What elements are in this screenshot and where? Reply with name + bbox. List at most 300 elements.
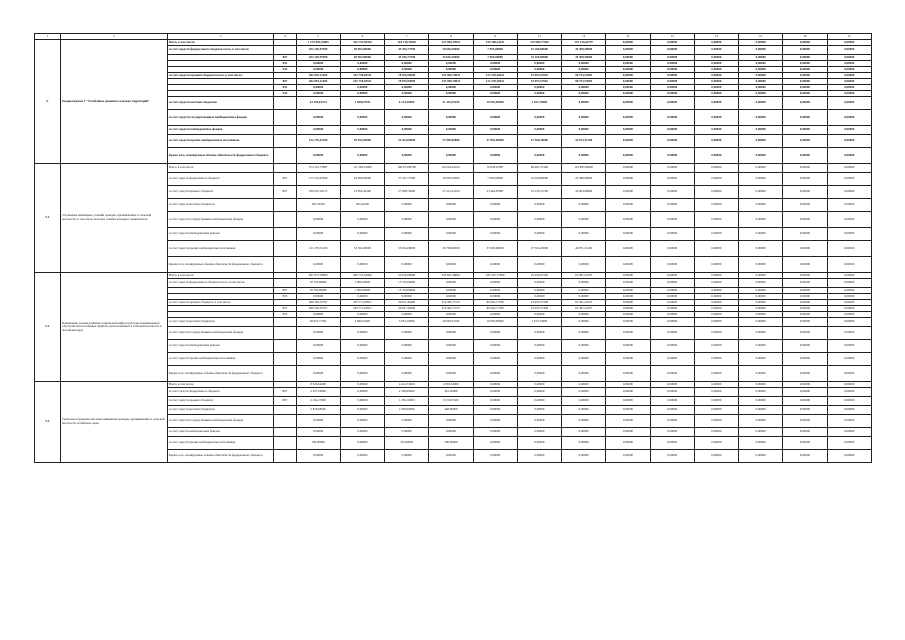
amount-cell: 0,00000: [606, 67, 650, 73]
amount-cell: 5 854,10000: [385, 318, 429, 327]
amount-cell: 0,00000: [827, 382, 871, 388]
amount-cell: 182 165,97900: [296, 55, 340, 61]
column-number: 5: [296, 34, 340, 40]
measure-title: Грантовая поддержка местных инициатив граждан, проживающих в сельской местности Алтайского края: [61, 382, 168, 463]
amount-cell: 0,00000: [517, 428, 561, 437]
amount-cell: 0,00000: [340, 257, 384, 273]
amount-cell: 0,00000: [739, 61, 783, 67]
amount-cell: 842 803,11660: [296, 73, 340, 79]
funding-source: Всего, в том числе:: [167, 273, 274, 279]
amount-cell: 0,00000: [739, 300, 783, 306]
amount-cell: 0,00000: [606, 135, 650, 148]
funding-source: за счет средств государственных внебюджетных фондов: [167, 415, 274, 428]
amount-cell: 448,80000: [429, 406, 473, 415]
amount-cell: 0,00000: [385, 353, 429, 366]
amount-cell: 35 972,31200: [562, 135, 606, 148]
amount-cell: 0,00000: [739, 212, 783, 228]
funding-source: за счет средств федерального бюджета всего, в том числе:: [167, 46, 274, 55]
funding-source: за счет средств местных бюджетов: [167, 406, 274, 415]
amount-cell: 245 831,48801: [429, 273, 473, 279]
amount-cell: 0,00000: [517, 437, 561, 450]
budget-code: [274, 148, 296, 164]
amount-cell: 0,00000: [429, 257, 473, 273]
amount-cell: 0,00000: [650, 450, 694, 463]
amount-cell: 0,00000: [340, 366, 384, 382]
amount-cell: 697 673,79800: [296, 273, 340, 279]
amount-cell: 0,00000: [650, 212, 694, 228]
amount-cell: 0,00000: [562, 294, 606, 300]
budget-code: 807: [274, 288, 296, 294]
amount-cell: 0,00000: [694, 327, 738, 340]
amount-cell: 0,00000: [429, 110, 473, 126]
amount-cell: 0,00000: [827, 91, 871, 97]
amount-cell: 10 693,83600: [473, 97, 517, 110]
amount-cell: 0,00000: [517, 67, 561, 73]
amount-cell: 0,00000: [517, 279, 561, 288]
amount-cell: 0,00000: [562, 199, 606, 212]
amount-cell: 0,00000: [517, 397, 561, 406]
amount-cell: 0,00000: [562, 397, 606, 406]
amount-cell: 0,00000: [739, 186, 783, 199]
measure-title: Подпрограмма 5 "Устойчивое развитие сельских территорий": [61, 40, 168, 164]
amount-cell: 0,00000: [473, 257, 517, 273]
budget-sheet: [34, 33, 872, 463]
amount-cell: 80 664,71796: [473, 306, 517, 312]
amount-cell: 0,00000: [650, 164, 694, 173]
amount-cell: 0,00000: [473, 279, 517, 288]
amount-cell: 0,00000: [517, 85, 561, 91]
amount-cell: 21 316,59169: [429, 97, 473, 110]
amount-cell: 0,00000: [517, 415, 561, 428]
amount-cell: 0,00000: [517, 388, 561, 397]
amount-cell: 203 771,03811: [340, 306, 384, 312]
amount-cell: 0,00000: [783, 382, 827, 388]
amount-cell: 0,00000: [783, 61, 827, 67]
budget-code: [274, 327, 296, 340]
amount-cell: 21 850,44300: [340, 186, 384, 199]
amount-cell: 0,00000: [739, 85, 783, 91]
budget-code: [274, 97, 296, 110]
amount-cell: 0,00000: [473, 340, 517, 353]
amount-cell: 0,00000: [783, 353, 827, 366]
amount-cell: 0,00000: [783, 173, 827, 186]
amount-cell: 0,00000: [562, 450, 606, 463]
amount-cell: 0,00000: [650, 388, 694, 397]
amount-cell: 0,00000: [473, 353, 517, 366]
amount-cell: 20 636,30000: [429, 46, 473, 55]
amount-cell: 63 361,22597: [562, 306, 606, 312]
amount-cell: 35 854,00000: [385, 241, 429, 257]
amount-cell: 640 363,35797: [296, 306, 340, 312]
amount-cell: 0,00000: [827, 294, 871, 300]
amount-cell: 0,00000: [385, 312, 429, 318]
amount-cell: 0,00000: [827, 164, 871, 173]
amount-cell: 180 223,16317: [296, 186, 340, 199]
amount-cell: 0,00000: [783, 241, 827, 257]
amount-cell: 0,00000: [473, 388, 517, 397]
amount-cell: 206 723,16990: [340, 273, 384, 279]
amount-cell: 33 592,00000: [340, 241, 384, 257]
amount-cell: 63 361,22597: [562, 300, 606, 306]
amount-cell: 0,00000: [650, 294, 694, 300]
amount-cell: 0,00000: [739, 257, 783, 273]
amount-cell: 69 481,37400: [517, 164, 561, 173]
amount-cell: 0,00000: [739, 327, 783, 340]
funding-source: за счет средств внебюджетных фондов: [167, 228, 274, 241]
amount-cell: 0,00000: [385, 61, 429, 67]
amount-cell: 0,00000: [650, 366, 694, 382]
amount-cell: 0,00000: [739, 382, 783, 388]
measure-number: 5.2.: [35, 273, 61, 382]
amount-cell: 0,00000: [340, 428, 384, 437]
amount-cell: 0,00000: [473, 228, 517, 241]
amount-cell: 312,00000: [385, 437, 429, 450]
amount-cell: 0,00000: [340, 110, 384, 126]
amount-cell: 0,00000: [296, 294, 340, 300]
amount-cell: 45 964,09600: [562, 186, 606, 199]
amount-cell: 0,00000: [296, 450, 340, 463]
amount-cell: 0,00000: [783, 257, 827, 273]
amount-cell: 0,00000: [340, 406, 384, 415]
amount-cell: 0,00000: [783, 46, 827, 55]
amount-cell: 0,00000: [340, 148, 384, 164]
amount-cell: 0,00000: [739, 199, 783, 212]
amount-cell: 0,00000: [694, 135, 738, 148]
funding-source: за счет средств федерального бюджета всего, в том числе:: [167, 279, 274, 288]
amount-cell: 0,00000: [783, 406, 827, 415]
funding-source: Кроме того, планируемые объемы обязательств федерального бюджета: [167, 450, 274, 463]
amount-cell: 0,00000: [606, 173, 650, 186]
amount-cell: 0,00000: [473, 288, 517, 294]
amount-cell: 0,00000: [650, 273, 694, 279]
column-number: 7: [385, 34, 429, 40]
amount-cell: 0,00000: [694, 382, 738, 388]
amount-cell: 0,00000: [739, 97, 783, 110]
amount-cell: 122 249,40621: [473, 73, 517, 79]
amount-cell: 0,00000: [473, 110, 517, 126]
funding-source: Всего, в том числе:: [167, 164, 274, 173]
amount-cell: 0,00000: [429, 340, 473, 353]
budget-code: 807: [274, 306, 296, 312]
amount-cell: 0,00000: [827, 306, 871, 312]
amount-cell: 0,00000: [606, 73, 650, 79]
amount-cell: 2 870,68200: [296, 406, 340, 415]
amount-cell: 0,00000: [783, 110, 827, 126]
amount-cell: 0,00000: [650, 279, 694, 288]
amount-cell: 0,00000: [385, 85, 429, 91]
amount-cell: 0,00000: [694, 73, 738, 79]
amount-cell: 0,00000: [783, 397, 827, 406]
column-number: 13: [650, 34, 694, 40]
amount-cell: 0,00000: [827, 73, 871, 79]
amount-cell: 0,00000: [606, 294, 650, 300]
amount-cell: 0,00000: [517, 110, 561, 126]
amount-cell: 70 639,47887: [473, 164, 517, 173]
amount-cell: 0,00000: [694, 164, 738, 173]
amount-cell: 0,00000: [606, 212, 650, 228]
amount-cell: 0,00000: [739, 428, 783, 437]
amount-cell: 29 003,91169: [429, 318, 473, 327]
amount-cell: 0,00000: [562, 279, 606, 288]
amount-cell: 0,00000: [827, 450, 871, 463]
funding-source: за счет средств прочих внебюджетных источников: [167, 241, 274, 257]
column-number: 2: [61, 34, 168, 40]
amount-cell: 0,00000: [385, 228, 429, 241]
amount-cell: 0,00000: [385, 257, 429, 273]
amount-cell: 32 260,80000: [517, 55, 561, 61]
amount-cell: 0,00000: [739, 46, 783, 55]
funding-source: за счет средств внебюджетных фондов: [167, 340, 274, 353]
amount-cell: 0,00000: [340, 212, 384, 228]
amount-cell: 0,00000: [739, 273, 783, 279]
amount-cell: 0,00000: [694, 437, 738, 450]
amount-cell: 40 902,80000: [340, 55, 384, 61]
amount-cell: 0,00000: [562, 97, 606, 110]
amount-cell: 0,00000: [694, 300, 738, 306]
amount-cell: 0,00000: [296, 61, 340, 67]
amount-cell: 0,00000: [739, 91, 783, 97]
amount-cell: 0,00000: [739, 79, 783, 85]
amount-cell: 0,00000: [783, 279, 827, 288]
column-number: 8: [429, 34, 473, 40]
amount-cell: 0,00000: [517, 148, 561, 164]
amount-cell: 0,00000: [783, 186, 827, 199]
budget-code: [274, 318, 296, 327]
amount-cell: 0,00000: [606, 46, 650, 55]
amount-cell: 243 906,79823: [429, 79, 473, 85]
amount-cell: 0,00000: [694, 79, 738, 85]
amount-cell: 0,00000: [606, 428, 650, 437]
amount-cell: 59 616,06900: [385, 273, 429, 279]
amount-cell: 0,00000: [650, 199, 694, 212]
amount-cell: 0,00000: [296, 212, 340, 228]
measure-title: Повышение уровня развития социальной инфраструктуры и инженерного обустройства населенных пунктов, расположенных в сельской местности в Алтайском крае: [61, 273, 168, 382]
amount-cell: 0,00000: [606, 340, 650, 353]
amount-cell: 0,00000: [694, 279, 738, 288]
amount-cell: 0,00000: [385, 415, 429, 428]
amount-cell: 0,00000: [429, 126, 473, 135]
amount-cell: 1 000,00000: [340, 279, 384, 288]
amount-cell: 0,00000: [694, 318, 738, 327]
amount-cell: 36 768,00000: [429, 241, 473, 257]
amount-cell: 0,00000: [650, 288, 694, 294]
amount-cell: 0,00000: [517, 353, 561, 366]
amount-cell: 29 817,46400: [385, 306, 429, 312]
amount-cell: 0,00000: [694, 397, 738, 406]
amount-cell: 0,00000: [739, 318, 783, 327]
amount-cell: 0,00000: [606, 300, 650, 306]
amount-cell: 0,00000: [296, 257, 340, 273]
amount-cell: 0,00000: [783, 199, 827, 212]
amount-cell: 176 224,64797: [562, 40, 606, 46]
amount-cell: 0,00000: [296, 110, 340, 126]
amount-cell: 0,00000: [562, 382, 606, 388]
amount-cell: 0,00000: [429, 294, 473, 300]
amount-cell: 0,00000: [827, 428, 871, 437]
amount-cell: 7 095,00000: [473, 46, 517, 55]
amount-cell: 0,00000: [694, 388, 738, 397]
amount-cell: 0,00000: [429, 279, 473, 288]
amount-cell: 164 310,32063: [385, 40, 429, 46]
amount-cell: 0,00000: [606, 164, 650, 173]
budget-code: [274, 428, 296, 437]
amount-cell: 0,00000: [783, 300, 827, 306]
amount-cell: 0,00000: [606, 126, 650, 135]
amount-cell: 0,00000: [650, 241, 694, 257]
amount-cell: 0,00000: [827, 67, 871, 73]
amount-cell: 45 256,77500: [385, 46, 429, 55]
amount-cell: 0,00000: [606, 406, 650, 415]
amount-cell: 0,00000: [694, 340, 738, 353]
amount-cell: 0,00000: [517, 91, 561, 97]
amount-cell: 8 526,64200: [296, 382, 340, 388]
amount-cell: 0,00000: [606, 415, 650, 428]
amount-cell: 34 262,00000: [385, 135, 429, 148]
amount-cell: 0,00000: [385, 110, 429, 126]
amount-cell: 0,00000: [650, 91, 694, 97]
amount-cell: 0,00000: [739, 366, 783, 382]
column-number: 14: [694, 34, 738, 40]
funding-source: за счет средств государственных внебюджетных фондов: [167, 212, 274, 228]
amount-cell: 0,00000: [783, 73, 827, 79]
amount-cell: 10 693,83600: [473, 318, 517, 327]
amount-cell: 0,00000: [429, 67, 473, 73]
amount-cell: 0,00000: [739, 306, 783, 312]
amount-cell: 0,00000: [739, 67, 783, 73]
amount-cell: 0,00000: [429, 61, 473, 67]
amount-cell: 0,00000: [650, 40, 694, 46]
amount-cell: 3 849,43495: [340, 318, 384, 327]
amount-cell: 2 269,00000: [385, 406, 429, 415]
amount-cell: 0,00000: [783, 126, 827, 135]
amount-cell: 0,00000: [562, 353, 606, 366]
amount-cell: 0,00000: [827, 126, 871, 135]
amount-cell: 0,00000: [650, 110, 694, 126]
funding-source: Кроме того, планируемые объемы обязательств федерального бюджета: [167, 257, 274, 273]
amount-cell: 1 000,00000: [340, 288, 384, 294]
amount-cell: 0,00000: [827, 212, 871, 228]
funding-source: за счет средств краевого бюджета, в том числе:: [167, 300, 274, 306]
amount-cell: 29 900,00000: [340, 173, 384, 186]
funding-source: Кроме того, планируемые объемы обязательств федерального бюджета: [167, 366, 274, 382]
amount-cell: 0,00000: [827, 397, 871, 406]
funding-source: за счет средств прочих внебюджетных источников: [167, 353, 274, 366]
amount-cell: 0,00000: [340, 340, 384, 353]
amount-cell: 27 212,32100: [429, 186, 473, 199]
amount-cell: 173 161,97900: [296, 173, 340, 186]
amount-cell: 0,00000: [429, 212, 473, 228]
amount-cell: 23 035,57438: [517, 306, 561, 312]
amount-cell: 0,00000: [473, 327, 517, 340]
amount-cell: 242 750,04511: [340, 73, 384, 79]
amount-cell: 0,00000: [783, 288, 827, 294]
amount-cell: 0,00000: [650, 135, 694, 148]
amount-cell: 0,00000: [827, 406, 871, 415]
budget-code: [274, 228, 296, 241]
amount-cell: 242 750,04511: [340, 79, 384, 85]
amount-cell: 0,00000: [473, 85, 517, 91]
amount-cell: 0,00000: [827, 110, 871, 126]
amount-cell: 0,00000: [385, 199, 429, 212]
amount-cell: 0,00000: [694, 228, 738, 241]
budget-code: [274, 406, 296, 415]
budget-code: [274, 164, 296, 173]
amount-cell: 0,00000: [385, 327, 429, 340]
amount-cell: 0,00000: [650, 312, 694, 318]
amount-cell: 0,00000: [827, 199, 871, 212]
budget-code: 807: [274, 79, 296, 85]
amount-cell: 0,00000: [694, 173, 738, 186]
amount-cell: 0,00000: [739, 388, 783, 397]
amount-cell: 0,00000: [562, 61, 606, 67]
amount-cell: 182 165,97900: [296, 46, 340, 55]
amount-cell: 46 616,77361: [296, 318, 340, 327]
budget-code: 807: [274, 397, 296, 406]
budget-code: [274, 110, 296, 126]
amount-cell: 0,00000: [827, 135, 871, 148]
amount-cell: 0,00000: [694, 415, 738, 428]
amount-cell: 0,00000: [694, 428, 738, 437]
amount-cell: 0,00000: [783, 228, 827, 241]
amount-cell: 700,00000: [296, 437, 340, 450]
amount-cell: 573 161,77887: [296, 164, 340, 173]
amount-cell: 0,00000: [340, 327, 384, 340]
amount-cell: 0,00000: [606, 79, 650, 85]
amount-cell: 0,00000: [827, 353, 871, 366]
amount-cell: 0,00000: [517, 294, 561, 300]
amount-cell: 0,00000: [739, 173, 783, 186]
amount-cell: 0,00000: [385, 366, 429, 382]
amount-cell: 0,00000: [385, 91, 429, 97]
amount-cell: 0,00000: [739, 241, 783, 257]
amount-cell: 0,00000: [650, 46, 694, 55]
amount-cell: 0,00000: [783, 388, 827, 397]
amount-cell: 0,00000: [783, 135, 827, 148]
amount-cell: 98 753,53083: [562, 73, 606, 79]
budget-code: [274, 450, 296, 463]
amount-cell: 0,00000: [606, 388, 650, 397]
budget-table: [34, 33, 872, 463]
funding-source: за счет средств краевого бюджета: [167, 397, 274, 406]
amount-cell: 0,00000: [827, 279, 871, 288]
amount-cell: 0,00000: [827, 85, 871, 91]
amount-cell: 40 902,80000: [340, 46, 384, 55]
amount-cell: 0,00000: [694, 353, 738, 366]
amount-cell: 0,00000: [739, 135, 783, 148]
amount-cell: 0,00000: [739, 437, 783, 450]
amount-cell: 0,00000: [739, 312, 783, 318]
amount-cell: 0,00000: [739, 353, 783, 366]
amount-cell: 0,00000: [340, 437, 384, 450]
amount-cell: 0,00000: [783, 55, 827, 61]
amount-cell: 119 883,39600: [562, 164, 606, 173]
amount-cell: 203 771,03811: [340, 300, 384, 306]
amount-cell: 0,00000: [783, 312, 827, 318]
amount-cell: 0,00000: [385, 126, 429, 135]
amount-cell: 7 095,00000: [473, 55, 517, 61]
amount-cell: 0,00000: [783, 67, 827, 73]
amount-cell: 0,00000: [562, 312, 606, 318]
amount-cell: 0,00000: [783, 97, 827, 110]
amount-cell: 15 750,00000: [385, 288, 429, 294]
amount-cell: 0,00000: [562, 126, 606, 135]
amount-cell: 0,00000: [606, 40, 650, 46]
amount-cell: 0,00000: [606, 257, 650, 273]
amount-cell: 0,00000: [473, 415, 517, 428]
amount-cell: 0,00000: [650, 97, 694, 110]
amount-cell: 0,00000: [650, 406, 694, 415]
amount-cell: 0,00000: [827, 61, 871, 67]
